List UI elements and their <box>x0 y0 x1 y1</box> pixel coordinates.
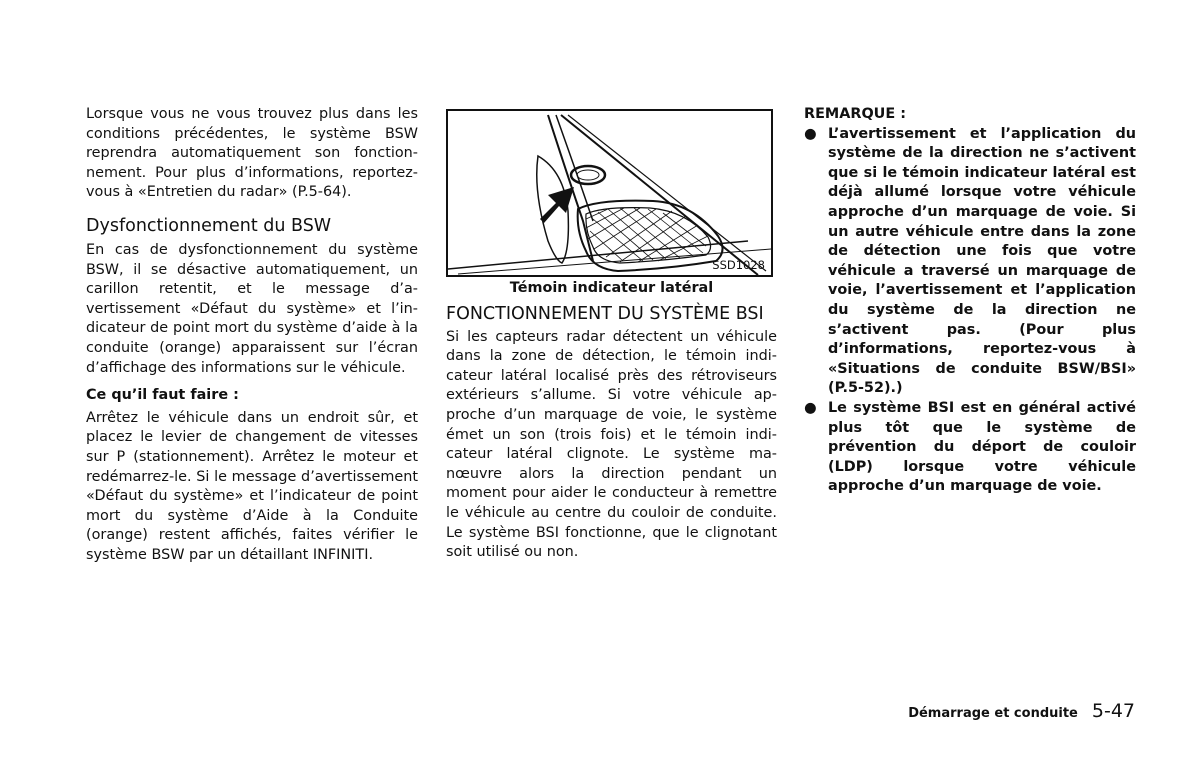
note-list <box>804 125 1136 497</box>
page-number: 5-47 <box>1091 700 1135 722</box>
malfunction-paragraph: En cas de dysfonctionnement du système BSW, il se désactive automatiquement, un carillon retentit, et le message d’avertissement «Défaut du système» et l’indicateur de point mort du système d’aide à la conduite (orange) apparaissent sur l’écran d’affichage des informations sur le véhicule. <box>86 241 418 376</box>
bullet-icon: ● <box>804 399 817 416</box>
bullet-icon: ● <box>804 125 817 142</box>
bsi-paragraph: Si les capteurs radar détectent un véhicule dans la zone de détection, le témoin indicateur latéral localisé près des rétroviseurs extérieurs s’allume. Si votre véhicule approche d’un marquage de voie, le système émet un son (trois fois) et le témoin indicateur latéral clignote. Le système manœuvre alors la direction pendant un moment pour aider le conducteur à remettre le véhicule au centre du couloir de conduite. Le système BSI fonctionne, que le clignotant soit utilisé ou non. <box>446 328 777 561</box>
right-column <box>804 105 1136 497</box>
note-item <box>804 399 1136 497</box>
figure-caption: Témoin indicateur latéral <box>509 280 714 296</box>
malfunction-heading: Dysfonctionnement du BSW <box>86 215 332 236</box>
action-paragraph: Arrêtez le véhicule dans un endroit sûr, et placez le levier de changement de vitesses sur P (stationnement). Arrêtez le moteur et redémarrez-le. Si le message d’avertissement «Défaut du système» et l’indicateur de point mort du système d’Aide à la Conduite (orange) restent affichés, faites vérifier le système BSW par un détaillant INFINITI. <box>86 409 418 563</box>
footer-section-title: Démarrage et conduite <box>908 706 1078 721</box>
left-column <box>86 105 418 565</box>
note-title: REMARQUE : <box>804 106 906 122</box>
page-footer <box>908 700 1135 722</box>
side-indicator-figure <box>446 109 773 277</box>
mirror-indicator-illustration <box>448 111 771 275</box>
intro-paragraph: Lorsque vous ne vous trouvez plus dans les conditions précédentes, le système BSW reprendra automatiquement son fonctionnement. Pour plus d’informations, reportez-vous à «Entretien du radar» (P.5-64). <box>86 106 418 201</box>
figure-code: SSD1028 <box>712 258 765 272</box>
note-text: L’avertissement et l’application du système de la direction ne s’activent que si le témoin indicateur latéral est déjà allumé lorsque votre véhicule approche d’un marquage de voie. Si un autre véhicule entre dans la zone de détection une fois que votre véhicule a traversé un marquage de voie, l’avertissement et l’application du système de la direction ne s’activent pas. (Pour plus d’informations, reportez-vous à «Situations de conduite BSW/BSI» (P.5-52).) <box>828 125 1136 397</box>
middle-column <box>446 105 777 563</box>
action-heading: Ce qu’il faut faire : <box>86 387 239 404</box>
note-item <box>804 125 1136 399</box>
bsi-heading: FONCTIONNEMENT DU SYSTÈME BSI <box>446 303 764 324</box>
note-text: Le système BSI est en général activé plus tôt que le système de prévention du déport de couloir (LDP) lorsque votre véhicule approche d’un marquage de voie. <box>828 399 1136 495</box>
